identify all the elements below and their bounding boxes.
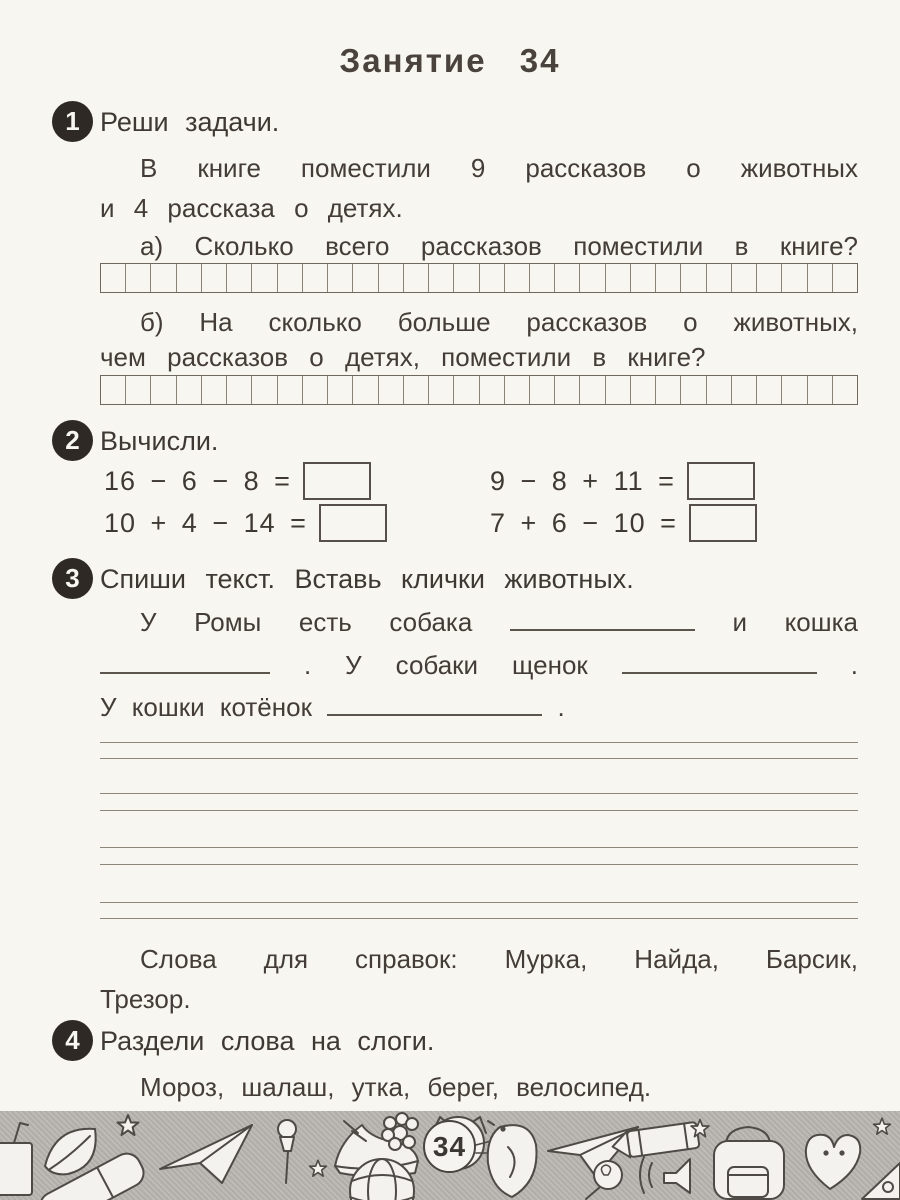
answer-cell[interactable]	[101, 376, 126, 404]
equation	[490, 462, 755, 500]
answer-cell[interactable]	[681, 264, 706, 292]
answer-cell[interactable]	[656, 376, 681, 404]
answer-cell[interactable]	[833, 376, 857, 404]
answer-cell[interactable]	[227, 264, 252, 292]
writing-line[interactable]	[100, 810, 858, 811]
writing-lines-area[interactable]	[100, 742, 858, 922]
answer-cell[interactable]	[732, 376, 757, 404]
answer-cell[interactable]	[328, 376, 353, 404]
copy-text-line	[100, 648, 858, 682]
answer-cell[interactable]	[530, 376, 555, 404]
answer-cell-grid-a[interactable]	[100, 263, 858, 293]
writing-line[interactable]	[100, 918, 858, 919]
question-b-text-line: чем рассказов о детях, поместили в книге?	[100, 342, 706, 372]
answer-cell[interactable]	[631, 376, 656, 404]
answer-cell[interactable]	[151, 376, 176, 404]
syllable-words-line: Мороз, шалаш, утка, берег, велосипед.	[140, 1072, 652, 1102]
answer-cell[interactable]	[707, 376, 732, 404]
answer-box[interactable]	[687, 462, 755, 500]
answer-cell[interactable]	[833, 264, 857, 292]
bird-icon	[488, 1121, 537, 1197]
fill-in-blank[interactable]	[327, 690, 542, 716]
exercise-2-instruction: Вычисли.	[100, 426, 219, 456]
answer-cell[interactable]	[404, 376, 429, 404]
answer-cell[interactable]	[580, 264, 605, 292]
answer-cell[interactable]	[757, 264, 782, 292]
answer-cell[interactable]	[732, 264, 757, 292]
writing-line[interactable]	[100, 902, 858, 903]
leaf-icon	[45, 1129, 96, 1175]
equation	[490, 504, 757, 542]
reference-words-line: Трезор.	[100, 984, 191, 1014]
pencil-icon	[611, 1122, 700, 1160]
answer-cell[interactable]	[126, 376, 151, 404]
fill-in-blank[interactable]	[100, 648, 270, 674]
answer-cell[interactable]	[278, 264, 303, 292]
juice-box-icon	[0, 1123, 32, 1195]
answer-cell[interactable]	[177, 264, 202, 292]
answer-cell[interactable]	[606, 264, 631, 292]
reference-words-line: Слова для справок: Мурка, Найда, Барсик,	[140, 944, 858, 974]
answer-cell[interactable]	[555, 264, 580, 292]
equation-text: 7 + 6 − 10 =	[490, 507, 677, 538]
exercise-4-badge: 4	[52, 1020, 93, 1061]
answer-cell[interactable]	[530, 264, 555, 292]
text-segment: У кошки котёнок	[100, 692, 312, 722]
answer-cell[interactable]	[808, 376, 833, 404]
star-icon	[874, 1118, 891, 1134]
star-icon	[310, 1160, 327, 1176]
answer-cell[interactable]	[454, 264, 479, 292]
answer-cell[interactable]	[606, 376, 631, 404]
answer-cell[interactable]	[429, 376, 454, 404]
text-segment: и кошка	[732, 607, 858, 637]
answer-cell[interactable]	[101, 264, 126, 292]
page-title: Занятие 34	[339, 42, 561, 79]
answer-cell[interactable]	[151, 264, 176, 292]
exercise-1-badge: 1	[52, 101, 93, 142]
answer-cell[interactable]	[252, 376, 277, 404]
answer-cell-grid-b[interactable]	[100, 375, 858, 405]
answer-cell[interactable]	[404, 264, 429, 292]
text-segment: . У собаки щенок	[303, 650, 588, 680]
answer-cell[interactable]	[379, 376, 404, 404]
problem-text-line: В книге поместили 9 рассказов о животных	[140, 153, 858, 183]
answer-cell[interactable]	[555, 376, 580, 404]
answer-box[interactable]	[689, 504, 757, 542]
exercise-1-instruction: Реши задачи.	[100, 107, 280, 137]
triangle-ruler-icon	[862, 1163, 900, 1199]
question-a-text: а) Сколько всего рассказов поместили в книге?	[140, 231, 858, 261]
answer-cell[interactable]	[252, 264, 277, 292]
answer-cell[interactable]	[126, 264, 151, 292]
answer-cell[interactable]	[580, 376, 605, 404]
equation-text: 10 + 4 − 14 =	[104, 507, 307, 538]
answer-cell[interactable]	[480, 264, 505, 292]
answer-cell[interactable]	[353, 376, 378, 404]
answer-cell[interactable]	[202, 376, 227, 404]
answer-cell[interactable]	[379, 264, 404, 292]
speaker-icon	[640, 1157, 690, 1193]
answer-cell[interactable]	[707, 264, 732, 292]
backpack-icon	[714, 1127, 784, 1199]
text-segment: .	[557, 692, 565, 722]
push-pin-icon	[278, 1120, 296, 1183]
answer-cell[interactable]	[429, 264, 454, 292]
answer-cell[interactable]	[454, 376, 479, 404]
answer-cell[interactable]	[480, 376, 505, 404]
exercise-4-instruction: Раздели слова на слоги.	[100, 1026, 435, 1056]
equation-text: 16 − 6 − 8 =	[104, 465, 291, 496]
equation-text: 9 − 8 + 11 =	[490, 465, 675, 496]
answer-cell[interactable]	[303, 376, 328, 404]
equation	[104, 504, 387, 542]
answer-cell[interactable]	[505, 264, 530, 292]
answer-cell[interactable]	[227, 376, 252, 404]
exercise-3-badge: 3	[52, 558, 93, 599]
exercise-3-instruction: Спиши текст. Вставь клички животных.	[100, 564, 634, 594]
answer-cell[interactable]	[782, 376, 807, 404]
answer-box[interactable]	[303, 462, 371, 500]
answer-cell[interactable]	[303, 264, 328, 292]
answer-cell[interactable]	[177, 376, 202, 404]
fill-in-blank[interactable]	[510, 605, 695, 631]
answer-cell[interactable]	[353, 264, 378, 292]
fill-in-blank[interactable]	[622, 648, 817, 674]
answer-cell[interactable]	[278, 376, 303, 404]
page-number-badge: 34	[423, 1120, 476, 1173]
answer-cell[interactable]	[631, 264, 656, 292]
text-segment: .	[850, 650, 858, 680]
writing-line[interactable]	[100, 793, 858, 794]
star-icon	[118, 1115, 139, 1135]
writing-line[interactable]	[100, 742, 858, 743]
answer-box[interactable]	[319, 504, 387, 542]
answer-cell[interactable]	[328, 264, 353, 292]
copy-text-line	[100, 690, 858, 724]
paper-plane-icon	[160, 1125, 252, 1183]
answer-cell[interactable]	[656, 264, 681, 292]
equation	[104, 462, 371, 500]
exercise-2-badge: 2	[52, 420, 93, 461]
text-segment: У Ромы есть собака	[140, 607, 473, 637]
question-b-text-line: б) На сколько больше рассказов о животных,	[140, 307, 858, 337]
copy-text-line	[100, 605, 858, 639]
answer-cell[interactable]	[782, 264, 807, 292]
heart-icon	[806, 1135, 860, 1189]
answer-cell[interactable]	[757, 376, 782, 404]
answer-cell[interactable]	[681, 376, 706, 404]
writing-line[interactable]	[100, 847, 858, 848]
writing-line[interactable]	[100, 758, 858, 759]
answer-cell[interactable]	[808, 264, 833, 292]
answer-cell[interactable]	[505, 376, 530, 404]
answer-cell[interactable]	[202, 264, 227, 292]
problem-text-line: и 4 рассказа о детях.	[100, 193, 403, 223]
writing-line[interactable]	[100, 864, 858, 865]
